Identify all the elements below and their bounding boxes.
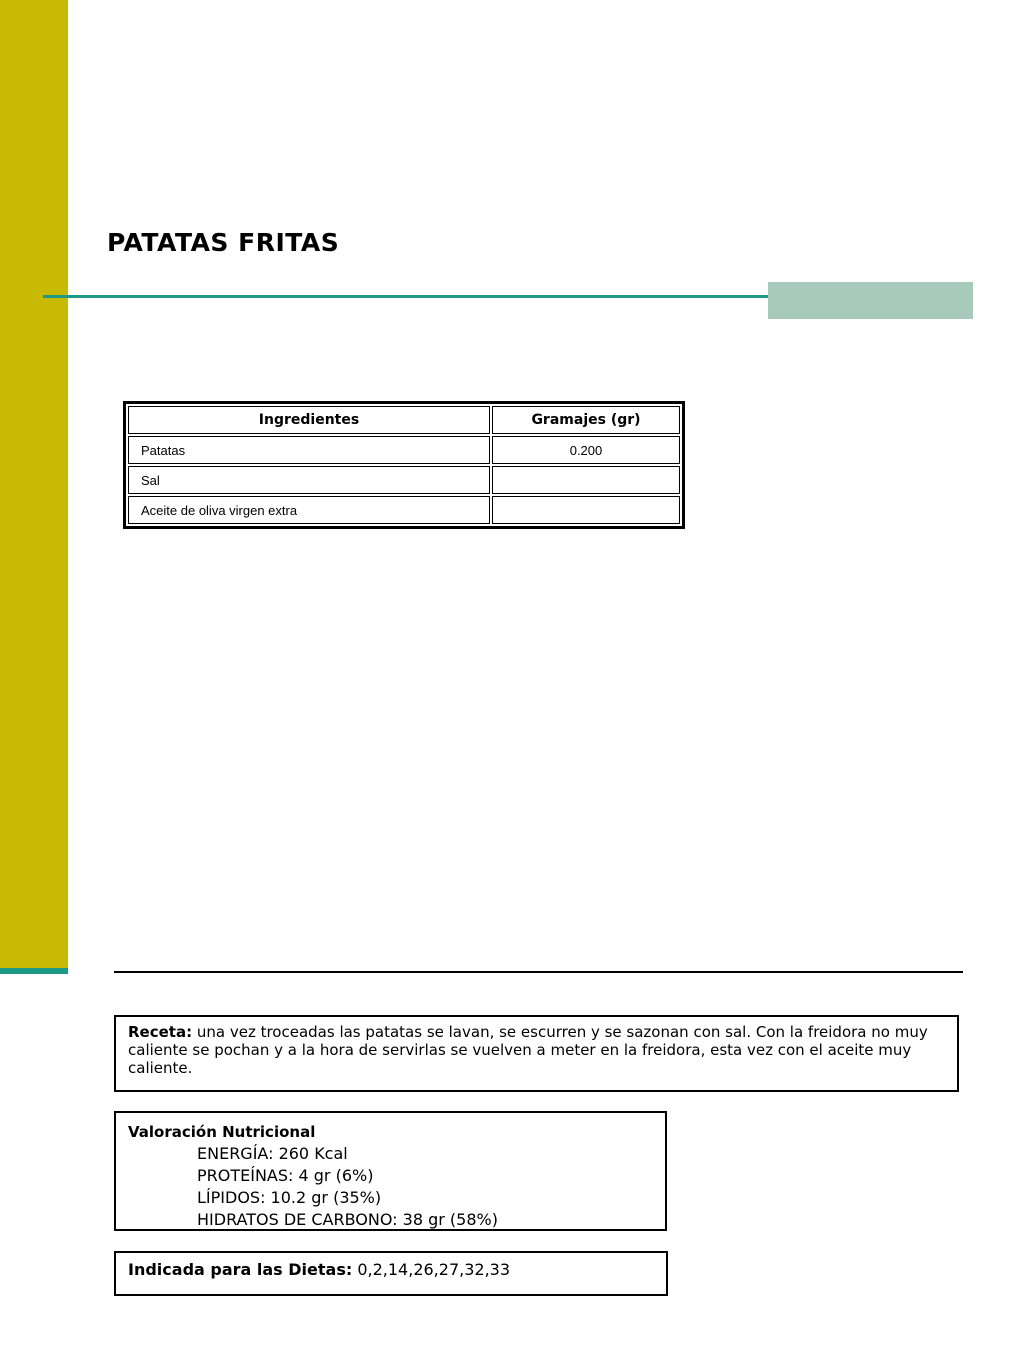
ingredient-qty: 0.200 <box>492 436 680 464</box>
diets-label: Indicada para las Dietas: <box>128 1260 353 1279</box>
page-title: PATATAS FRITAS <box>107 228 340 257</box>
table-row <box>128 436 680 464</box>
title-decor-block <box>768 282 973 319</box>
ingredient-name: Aceite de oliva virgen extra <box>128 496 490 524</box>
ingredients-table <box>123 401 685 529</box>
nutrition-proteins: PROTEÍNAS: 4 gr (6%) <box>197 1166 374 1185</box>
ingredients-header: Ingredientes <box>128 406 490 434</box>
nutrition-box <box>114 1111 667 1231</box>
left-accent-bar <box>0 0 68 968</box>
nutrition-carbs: HIDRATOS DE CARBONO: 38 gr (58%) <box>197 1210 498 1229</box>
ingredient-qty <box>492 466 680 494</box>
nutrition-lipids: LÍPIDOS: 10.2 gr (35%) <box>197 1188 382 1207</box>
recipe-box <box>114 1015 959 1092</box>
ingredient-name: Sal <box>128 466 490 494</box>
left-accent-bar-foot <box>0 968 68 974</box>
ingredient-name: Patatas <box>128 436 490 464</box>
table-header-row <box>128 406 680 434</box>
table-row <box>128 496 680 524</box>
table-row <box>128 466 680 494</box>
nutrition-energy: ENERGÍA: 260 Kcal <box>197 1144 348 1163</box>
recipe-text: una vez troceadas las patatas se lavan, se escurren y se sazonan con sal. Con la freidora no muy caliente se pochan y a la hora de servirlas se vuelven a meter en la freidora, esta vez con el aceite muy caliente. <box>128 1023 928 1077</box>
section-divider <box>114 971 963 973</box>
diets-value: 0,2,14,26,27,32,33 <box>352 1260 511 1279</box>
grams-header: Gramajes (gr) <box>492 406 680 434</box>
recipe-label: Receta: <box>128 1023 193 1041</box>
diets-box <box>114 1251 668 1296</box>
nutrition-heading: Valoración Nutricional <box>128 1123 316 1141</box>
ingredient-qty <box>492 496 680 524</box>
